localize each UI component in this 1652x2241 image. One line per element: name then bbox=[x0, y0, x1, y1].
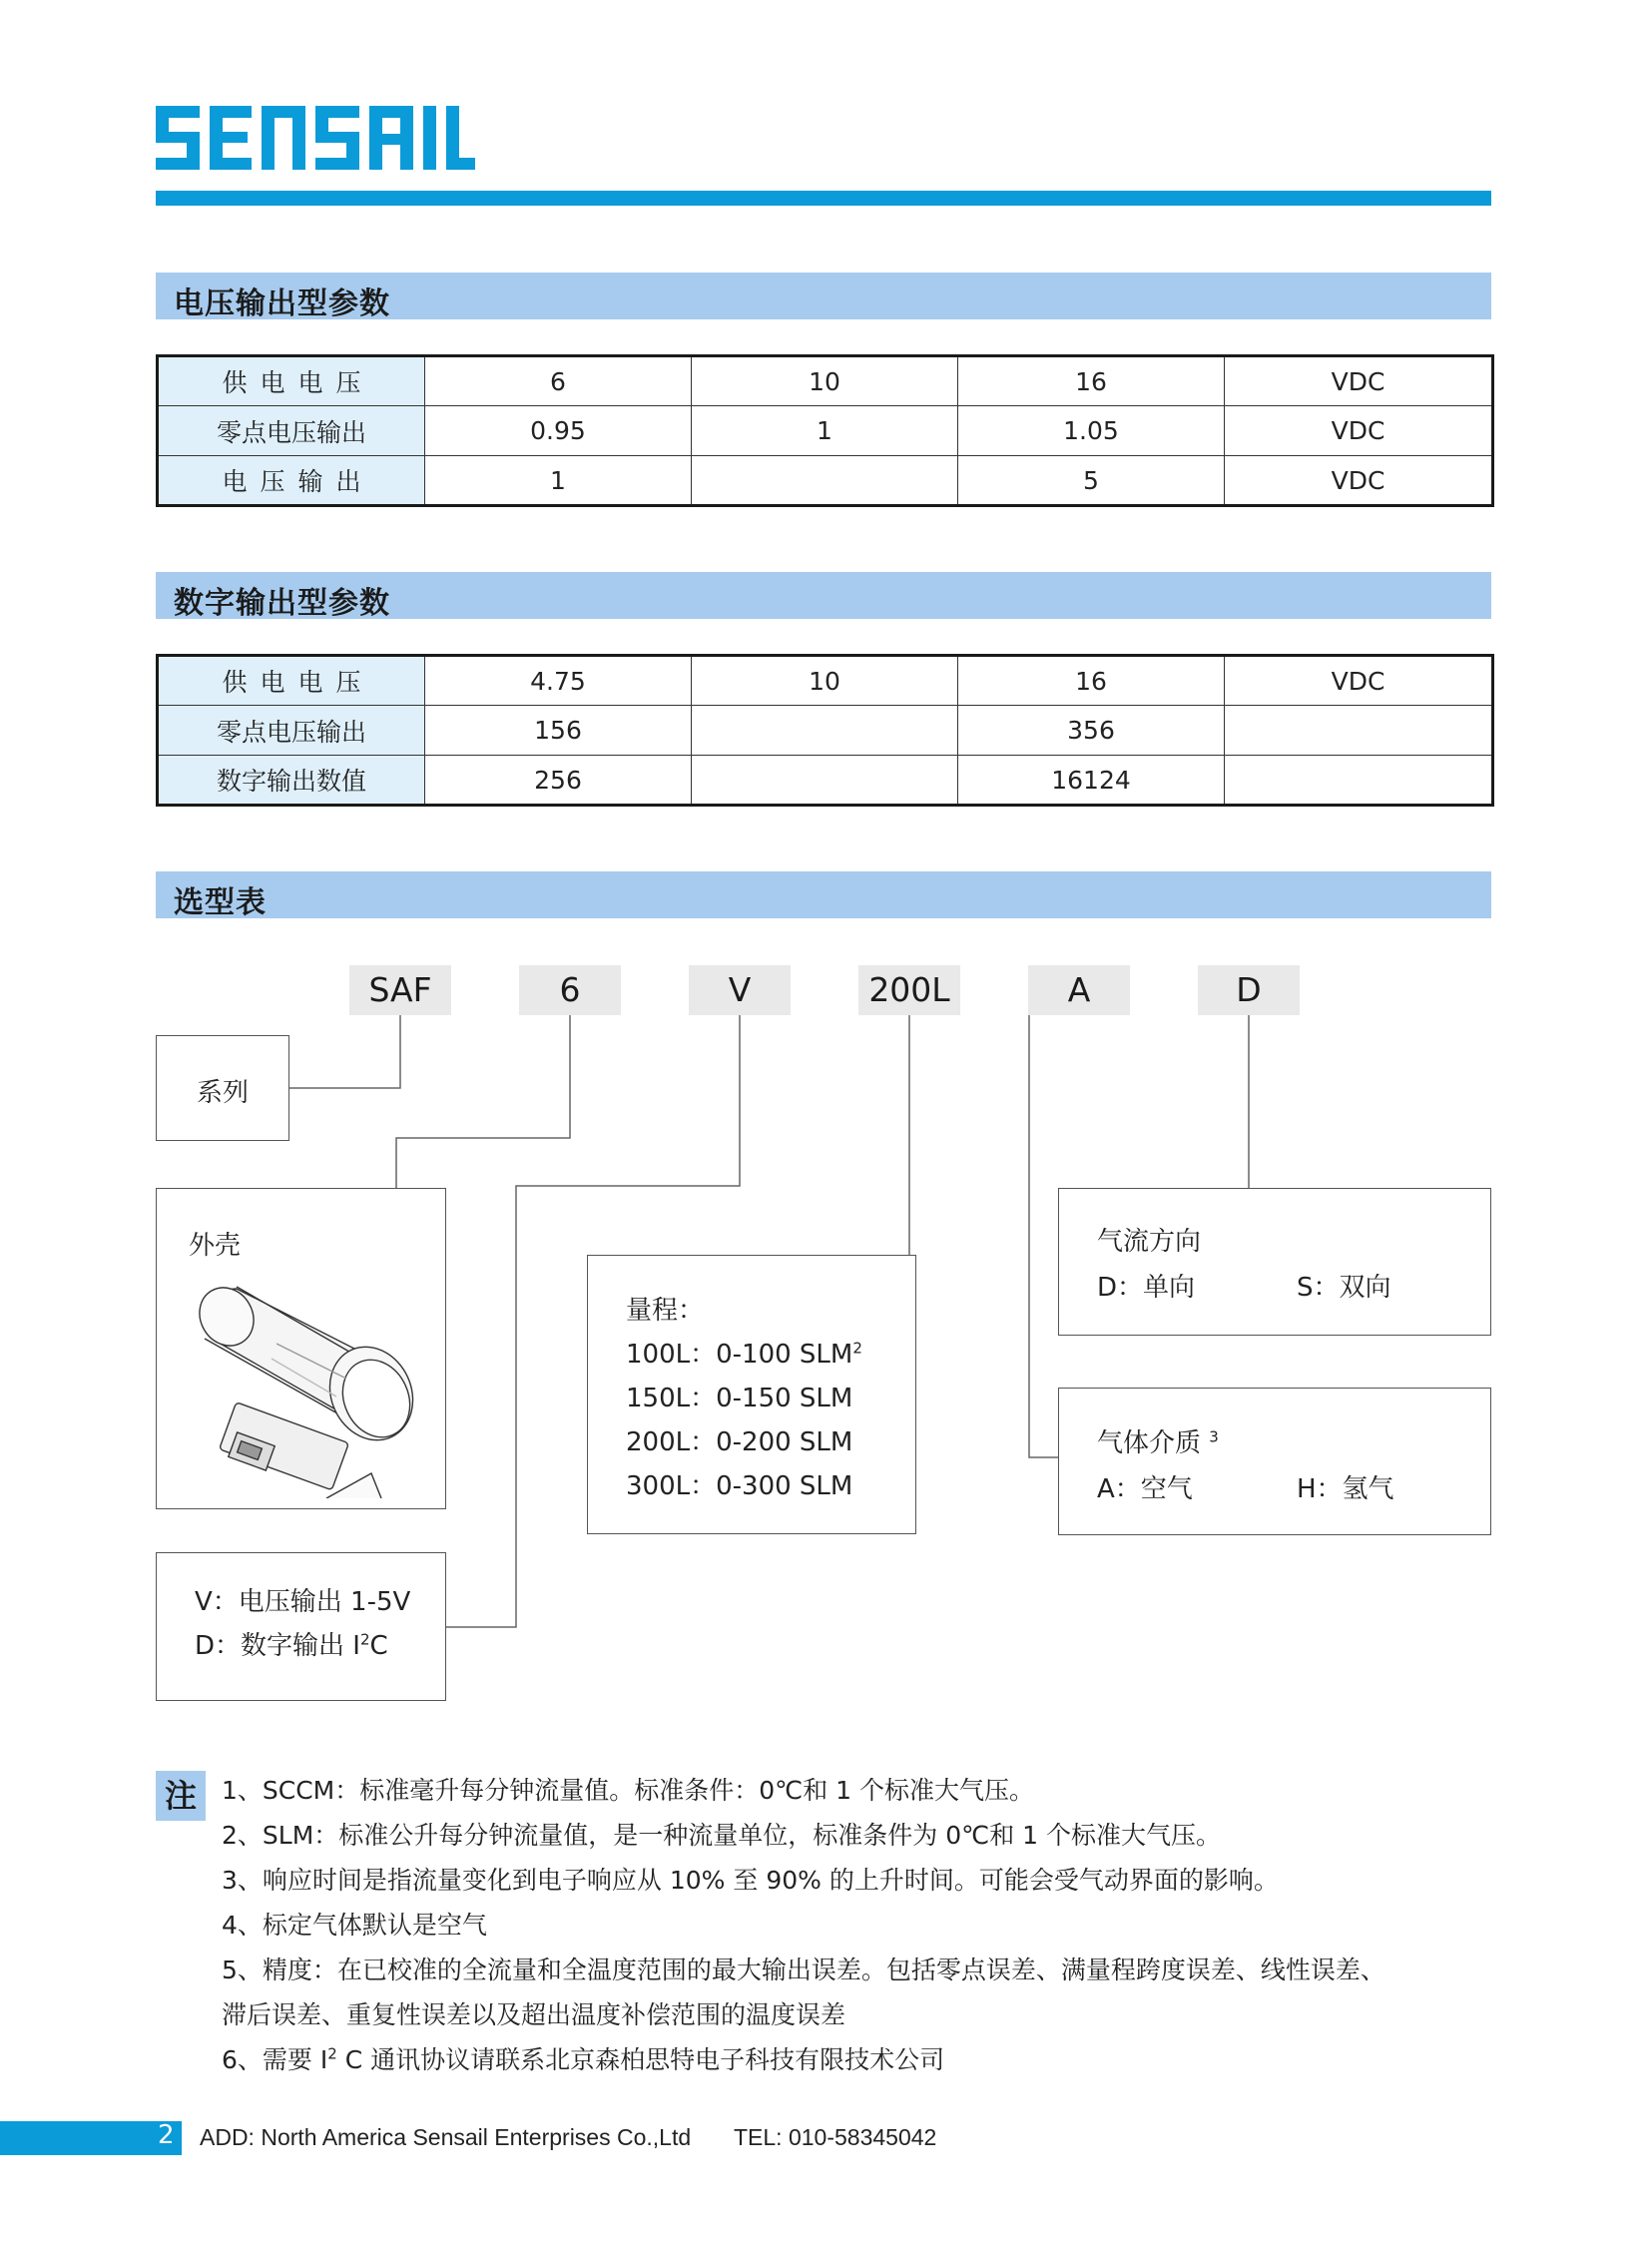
code-flow-direction: D bbox=[1198, 965, 1300, 1015]
table-cell: 16124 bbox=[958, 756, 1225, 806]
table-cell: VDC bbox=[1225, 456, 1493, 506]
table-cell: 6 bbox=[425, 356, 692, 406]
table-cell bbox=[1225, 756, 1493, 806]
code-series: SAF bbox=[349, 965, 451, 1015]
section-header-digital bbox=[156, 572, 1491, 619]
table-cell bbox=[692, 756, 958, 806]
range-option: 150L：0-150 SLM bbox=[626, 1384, 853, 1413]
section-header-selection bbox=[156, 871, 1491, 918]
note-line: 2、SLM：标准公升每分钟流量值，是一种流量单位，标准条件为 0℃和 1 个标准大气压。 bbox=[222, 1821, 1222, 1850]
table-cell: 1 bbox=[425, 456, 692, 506]
note-line: 滞后误差、重复性误差以及超出温度补偿范围的温度误差 bbox=[222, 2000, 846, 2029]
table-row bbox=[158, 356, 1493, 406]
range-option: 200L：0-200 SLM bbox=[626, 1427, 853, 1457]
table-cell: 1 bbox=[692, 406, 958, 456]
flow-direction-box bbox=[1058, 1188, 1491, 1336]
gas-medium-title: 气体介质 $^3$ bbox=[1097, 1427, 1219, 1458]
code-gas: A bbox=[1028, 965, 1130, 1015]
housing-label: 外壳 bbox=[189, 1231, 242, 1261]
notes-badge: 注 bbox=[156, 1771, 206, 1821]
range-title: 量程： bbox=[626, 1296, 705, 1326]
flow-direction-title: 气流方向 bbox=[1097, 1227, 1202, 1257]
voltage-params-table bbox=[156, 354, 1494, 507]
footer-address: ADD: North America Sensail Enterprises Co.,Ltd bbox=[200, 2124, 692, 2150]
note-line: 6、需要 $I^2$ C 通讯协议请联系北京森柏思特电子科技有限技术公司 bbox=[222, 2044, 945, 2074]
table-row bbox=[158, 656, 1493, 706]
table-row bbox=[158, 756, 1493, 806]
code-range: 200L bbox=[858, 965, 960, 1015]
series-label: 系列 bbox=[197, 1078, 250, 1108]
table-cell: 356 bbox=[958, 706, 1225, 756]
gas-medium-box bbox=[1058, 1388, 1491, 1535]
row-label: 电压输出 bbox=[158, 456, 425, 506]
table-cell: 16 bbox=[958, 356, 1225, 406]
sensor-housing-image bbox=[177, 1269, 432, 1498]
table-row bbox=[158, 406, 1493, 456]
range-option: 300L：0-300 SLM bbox=[626, 1471, 853, 1501]
range-box bbox=[587, 1255, 916, 1534]
footer-tel: TEL: 010-58345042 bbox=[734, 2124, 937, 2150]
section-header-voltage bbox=[156, 273, 1491, 319]
output-option-digital: D：数字输出 $I^2C$ bbox=[195, 1630, 388, 1661]
table-cell bbox=[1225, 706, 1493, 756]
section-title: 电压输出型参数 bbox=[174, 286, 390, 321]
range-option: 100L：0-100 SLM$^2$ bbox=[626, 1339, 862, 1370]
table-row bbox=[158, 456, 1493, 506]
table-cell bbox=[692, 706, 958, 756]
table-cell: 156 bbox=[425, 706, 692, 756]
table-cell: 5 bbox=[958, 456, 1225, 506]
page-number: 2 bbox=[158, 2120, 175, 2150]
output-type-box bbox=[156, 1552, 446, 1701]
note-line: 1、SCCM：标准毫升每分钟流量值。标准条件：0℃和 1 个标准大气压。 bbox=[222, 1776, 1035, 1805]
table-cell: 10 bbox=[692, 356, 958, 406]
gas-medium-option: A：空气 bbox=[1097, 1474, 1193, 1504]
table-cell: 10 bbox=[692, 656, 958, 706]
section-title: 数字输出型参数 bbox=[174, 586, 390, 621]
table-cell: 1.05 bbox=[958, 406, 1225, 456]
table-cell: VDC bbox=[1225, 406, 1493, 456]
sensail-logo bbox=[156, 106, 475, 170]
table-row bbox=[158, 706, 1493, 756]
footer-accent-bar bbox=[0, 2121, 182, 2155]
table-cell: VDC bbox=[1225, 656, 1493, 706]
digital-params-table bbox=[156, 654, 1494, 807]
gas-medium-option: H：氢气 bbox=[1297, 1474, 1394, 1504]
note-line: 5、精度：在已校准的全流量和全温度范围的最大输出误差。包括零点误差、满量程跨度误差、线性误差、 bbox=[222, 1956, 1385, 1984]
code-housing: 6 bbox=[519, 965, 621, 1015]
series-box bbox=[156, 1035, 289, 1141]
note-line: 3、响应时间是指流量变化到电子响应从 10% 至 90% 的上升时间。可能会受气动界面的影响。 bbox=[222, 1866, 1279, 1895]
code-output: V bbox=[689, 965, 791, 1015]
table-cell: VDC bbox=[1225, 356, 1493, 406]
housing-box bbox=[156, 1188, 446, 1509]
row-label: 供电电压 bbox=[158, 356, 425, 406]
table-cell bbox=[692, 456, 958, 506]
header-divider bbox=[156, 191, 1491, 206]
table-cell: 256 bbox=[425, 756, 692, 806]
section-title: 选型表 bbox=[174, 885, 267, 920]
note-line: 4、标定气体默认是空气 bbox=[222, 1911, 487, 1940]
flow-direction-option: S：双向 bbox=[1297, 1273, 1391, 1303]
table-cell: 0.95 bbox=[425, 406, 692, 456]
table-cell: 4.75 bbox=[425, 656, 692, 706]
row-label: 零点电压输出 bbox=[158, 706, 425, 756]
row-label: 数字输出数值 bbox=[158, 756, 425, 806]
output-option-voltage: V：电压输出 1-5V bbox=[195, 1587, 411, 1617]
row-label: 零点电压输出 bbox=[158, 406, 425, 456]
row-label: 供电电压 bbox=[158, 656, 425, 706]
flow-direction-option: D：单向 bbox=[1097, 1273, 1196, 1303]
table-cell: 16 bbox=[958, 656, 1225, 706]
